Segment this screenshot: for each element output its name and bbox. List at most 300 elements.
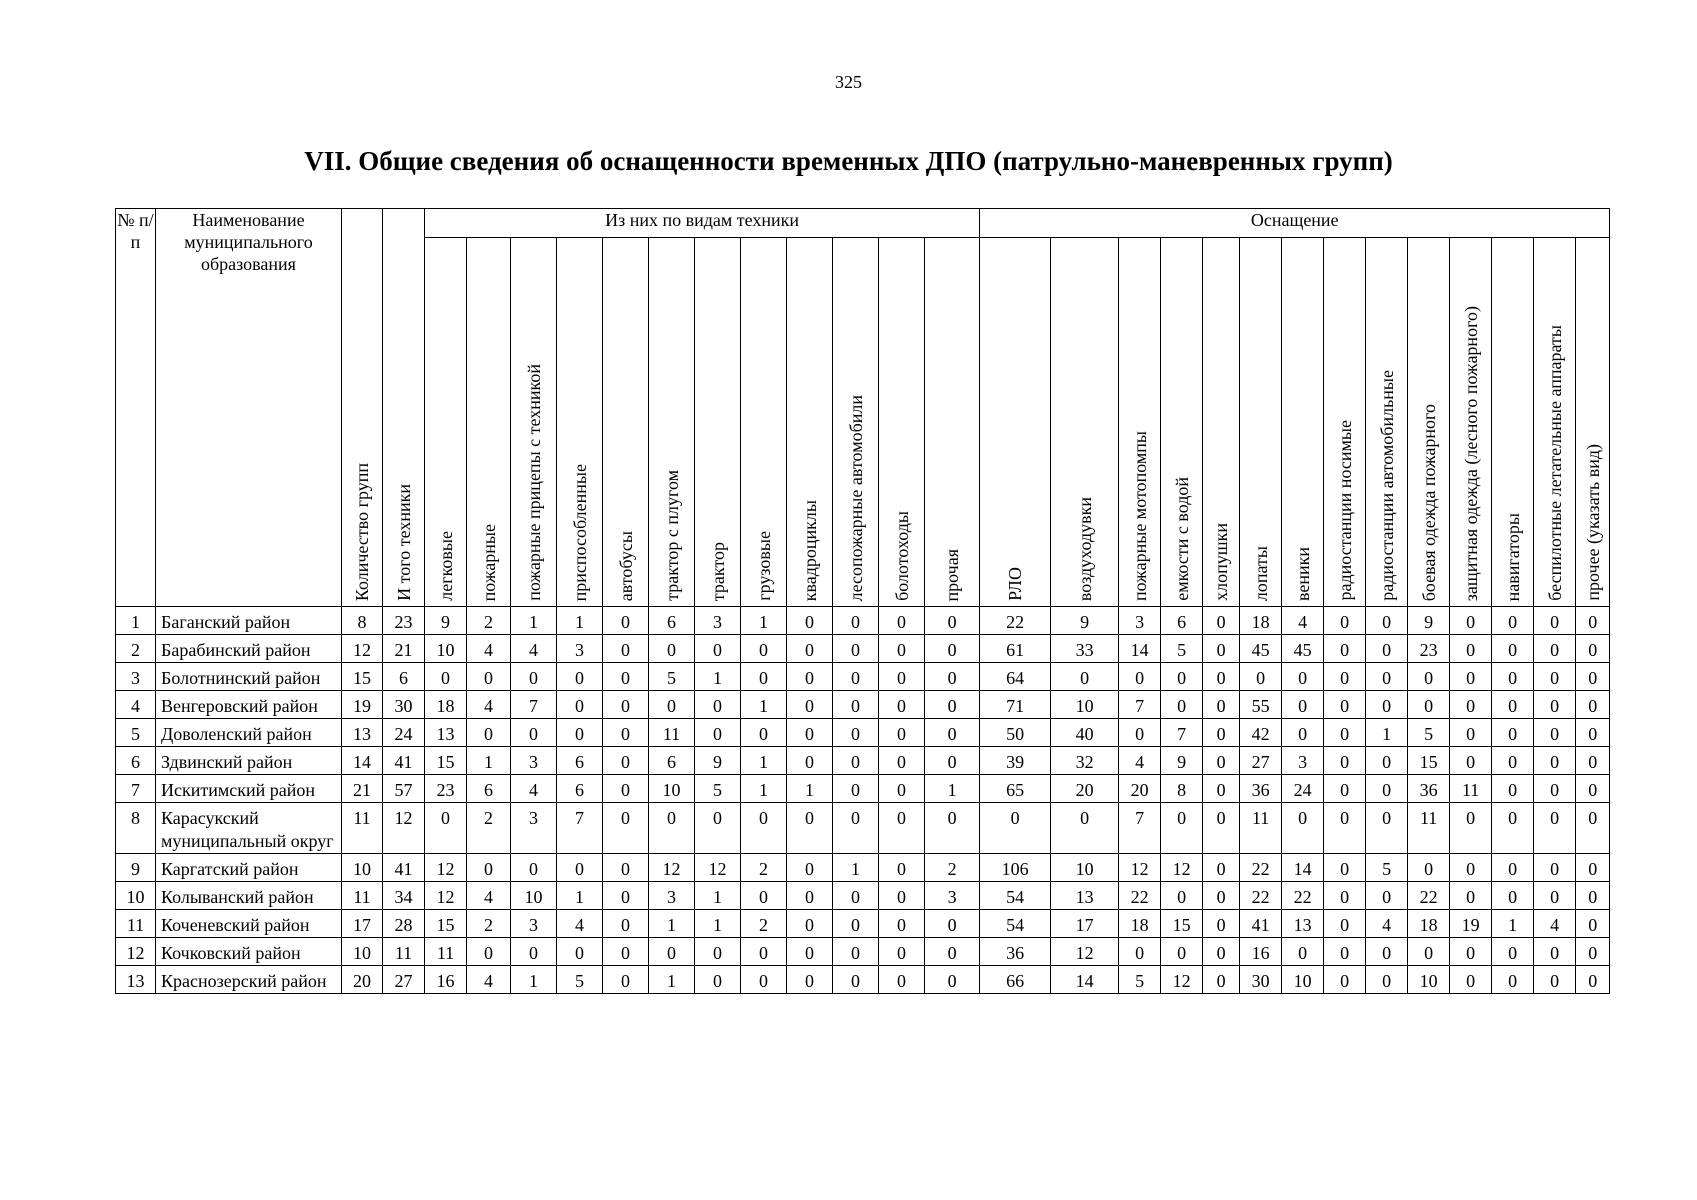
outfit-value: 27: [1240, 747, 1282, 775]
outfit-value: 0: [1576, 719, 1610, 747]
outfit-value: 15: [1408, 747, 1450, 775]
header-outfit-col: прочее (указать вид): [1576, 238, 1610, 607]
outfit-value: 0: [1366, 938, 1408, 966]
outfit-value: 0: [1324, 607, 1366, 635]
outfit-value: 65: [980, 775, 1051, 803]
outfit-value: 0: [1450, 854, 1492, 882]
outfit-value: 0: [1051, 803, 1119, 854]
equipment-value: 0: [925, 663, 980, 691]
table-row: [116, 719, 1610, 747]
outfit-value: 5: [1408, 719, 1450, 747]
header-equipment-group: Из них по видам техники: [425, 209, 980, 238]
outfit-value: 0: [1450, 691, 1492, 719]
groups-count: 14: [342, 747, 383, 775]
outfit-value: 64: [980, 663, 1051, 691]
equipment-value: 0: [467, 938, 511, 966]
equipment-value: 3: [557, 635, 603, 663]
header-outfit-col: веники: [1282, 238, 1324, 607]
header-equipment-col: пожарные: [467, 238, 511, 607]
equipment-value: 0: [879, 966, 925, 994]
equipment-value: 0: [925, 607, 980, 635]
outfit-value: 10: [1051, 854, 1119, 882]
equipment-value: 0: [879, 854, 925, 882]
equipment-value: 1: [649, 966, 695, 994]
groups-count: 21: [342, 775, 383, 803]
groups-count: 11: [342, 803, 383, 854]
outfit-value: 24: [1282, 775, 1324, 803]
equipment-value: 23: [425, 775, 467, 803]
equipment-value: 0: [833, 910, 879, 938]
outfit-value: 0: [1282, 663, 1324, 691]
header-num: № п/п: [116, 209, 156, 607]
outfit-value: 20: [1119, 775, 1161, 803]
header-equipment-col: автобусы: [603, 238, 649, 607]
equipment-value: 18: [425, 691, 467, 719]
table-row: [116, 854, 1610, 882]
row-number: 10: [116, 882, 156, 910]
outfit-value: 0: [1282, 938, 1324, 966]
outfit-value: 54: [980, 910, 1051, 938]
equipment-value: 0: [425, 803, 467, 854]
outfit-value: 0: [1324, 966, 1366, 994]
equipment-value: 0: [787, 607, 833, 635]
row-number: 6: [116, 747, 156, 775]
equipment-value: 0: [787, 910, 833, 938]
table-row: [116, 663, 1610, 691]
equipment-value: 0: [511, 938, 557, 966]
equipment-value: 0: [603, 691, 649, 719]
total-equipment: 23: [383, 607, 425, 635]
equipment-value: 2: [741, 910, 787, 938]
outfit-value: 0: [1534, 966, 1576, 994]
header-row-groups: [116, 209, 1610, 238]
outfit-value: 0: [1534, 803, 1576, 854]
equipment-value: 0: [557, 854, 603, 882]
outfit-value: 7: [1119, 691, 1161, 719]
equipment-value: 0: [833, 663, 879, 691]
equipment-value: 0: [603, 938, 649, 966]
outfit-value: 0: [1366, 663, 1408, 691]
equipment-value: 0: [787, 635, 833, 663]
outfit-value: 18: [1240, 607, 1282, 635]
header-outfit-col: лопаты: [1240, 238, 1282, 607]
outfit-value: 0: [1203, 663, 1240, 691]
outfit-value: 0: [1450, 938, 1492, 966]
outfit-value: 0: [1366, 635, 1408, 663]
outfit-value: 0: [1203, 691, 1240, 719]
outfit-value: 5: [1119, 966, 1161, 994]
outfit-value: 0: [1366, 691, 1408, 719]
outfit-value: 4: [1366, 910, 1408, 938]
outfit-value: 32: [1051, 747, 1119, 775]
outfit-value: 0: [1534, 719, 1576, 747]
equipment-value: 12: [425, 882, 467, 910]
outfit-value: 0: [1534, 607, 1576, 635]
equipment-value: 0: [787, 966, 833, 994]
outfit-value: 0: [1576, 775, 1610, 803]
equipment-value: 0: [741, 938, 787, 966]
outfit-value: 4: [1534, 910, 1576, 938]
total-equipment: 41: [383, 854, 425, 882]
outfit-value: 61: [980, 635, 1051, 663]
outfit-value: 0: [1119, 719, 1161, 747]
equipment-value: 0: [467, 719, 511, 747]
equipment-value: 12: [425, 854, 467, 882]
outfit-value: 10: [1051, 691, 1119, 719]
outfit-value: 0: [1324, 747, 1366, 775]
municipality-name: Баганский район: [156, 607, 342, 635]
groups-count: 11: [342, 882, 383, 910]
equipment-value: 0: [649, 938, 695, 966]
header-name: Наименование муниципального образования: [156, 209, 342, 607]
header-equipment-col: квадроциклы: [787, 238, 833, 607]
outfit-value: 19: [1450, 910, 1492, 938]
header-equipment-col: прочая: [925, 238, 980, 607]
outfit-value: 8: [1161, 775, 1203, 803]
equipment-value: 4: [511, 775, 557, 803]
equipment-value: 1: [925, 775, 980, 803]
outfit-value: 12: [1051, 938, 1119, 966]
outfit-value: 0: [1282, 719, 1324, 747]
equipment-value: 2: [925, 854, 980, 882]
outfit-value: 0: [1203, 775, 1240, 803]
equipment-value: 12: [695, 854, 741, 882]
header-equipment-col: грузовые: [741, 238, 787, 607]
total-equipment: 12: [383, 803, 425, 854]
outfit-value: 0: [1161, 882, 1203, 910]
equipment-value: 0: [557, 663, 603, 691]
equipment-value: 0: [879, 747, 925, 775]
total-equipment: 11: [383, 938, 425, 966]
outfit-value: 0: [1492, 663, 1534, 691]
equipment-value: 7: [557, 803, 603, 854]
header-equipment-col: пожарные прицепы с техникой: [511, 238, 557, 607]
outfit-value: 10: [1408, 966, 1450, 994]
outfit-value: 0: [1492, 691, 1534, 719]
outfit-value: 36: [980, 938, 1051, 966]
outfit-value: 0: [1450, 747, 1492, 775]
equipment-value: 1: [511, 607, 557, 635]
equipment-value: 0: [695, 938, 741, 966]
outfit-value: 17: [1051, 910, 1119, 938]
equipment-value: 0: [787, 663, 833, 691]
outfit-value: 50: [980, 719, 1051, 747]
equipment-value: 0: [925, 635, 980, 663]
outfit-value: 36: [1240, 775, 1282, 803]
outfit-value: 9: [1051, 607, 1119, 635]
equipment-value: 0: [787, 854, 833, 882]
municipality-name: Карасукский муниципальный округ: [156, 803, 342, 854]
equipment-value: 0: [649, 635, 695, 663]
outfit-value: 7: [1161, 719, 1203, 747]
outfit-value: 0: [1119, 938, 1161, 966]
equipment-value: 0: [833, 966, 879, 994]
total-equipment: 57: [383, 775, 425, 803]
outfit-value: 0: [1492, 854, 1534, 882]
equipment-value: 0: [511, 719, 557, 747]
header-outfit-col: беспилотные летательные аппараты: [1534, 238, 1576, 607]
header-equipment-col: лесопожарные автомобили: [833, 238, 879, 607]
equipment-value: 0: [603, 882, 649, 910]
municipality-name: Здвинский район: [156, 747, 342, 775]
outfit-value: 45: [1240, 635, 1282, 663]
total-equipment: 27: [383, 966, 425, 994]
outfit-value: 22: [1240, 854, 1282, 882]
outfit-value: 11: [1450, 775, 1492, 803]
equipment-value: 11: [425, 938, 467, 966]
equipment-value: 0: [925, 691, 980, 719]
outfit-value: 0: [980, 803, 1051, 854]
groups-count: 12: [342, 635, 383, 663]
equipment-value: 0: [467, 854, 511, 882]
outfit-value: 0: [1576, 882, 1610, 910]
header-equipment-col: трактор: [695, 238, 741, 607]
outfit-value: 0: [1203, 719, 1240, 747]
equipment-value: 0: [879, 938, 925, 966]
total-equipment: 21: [383, 635, 425, 663]
equipment-value: 0: [695, 803, 741, 854]
equipment-value: 2: [467, 607, 511, 635]
header-outfit-col: воздуходувки: [1051, 238, 1119, 607]
equipment-value: 0: [649, 803, 695, 854]
row-number: 7: [116, 775, 156, 803]
outfit-value: 14: [1051, 966, 1119, 994]
equipment-value: 4: [511, 635, 557, 663]
outfit-value: 0: [1119, 663, 1161, 691]
total-equipment: 24: [383, 719, 425, 747]
equipment-value: 0: [879, 803, 925, 854]
equipment-value: 0: [557, 938, 603, 966]
outfit-value: 0: [1576, 635, 1610, 663]
equipment-value: 5: [557, 966, 603, 994]
outfit-value: 0: [1408, 854, 1450, 882]
row-number: 8: [116, 803, 156, 854]
outfit-value: 0: [1203, 635, 1240, 663]
equipment-value: 0: [603, 775, 649, 803]
outfit-value: 0: [1324, 635, 1366, 663]
equipment-value: 3: [925, 882, 980, 910]
outfit-value: 6: [1161, 607, 1203, 635]
equipment-value: 3: [511, 747, 557, 775]
equipment-value: 0: [649, 691, 695, 719]
outfit-value: 0: [1366, 803, 1408, 854]
equipment-value: 0: [925, 719, 980, 747]
equipment-value: 5: [649, 663, 695, 691]
outfit-value: 0: [1366, 775, 1408, 803]
equipment-value: 0: [879, 607, 925, 635]
header-outfit-col: емкости с водой: [1161, 238, 1203, 607]
header-outfit-col: боевая одежда пожарного: [1408, 238, 1450, 607]
outfit-value: 0: [1282, 691, 1324, 719]
equipment-value: 6: [557, 747, 603, 775]
equipment-value: 0: [833, 719, 879, 747]
outfit-value: 0: [1324, 775, 1366, 803]
table-row: [116, 938, 1610, 966]
equipment-value: 13: [425, 719, 467, 747]
header-outfit-col: радиостанции автомобильные: [1366, 238, 1408, 607]
outfit-value: 0: [1534, 775, 1576, 803]
outfit-value: 0: [1450, 719, 1492, 747]
outfit-value: 10: [1282, 966, 1324, 994]
outfit-value: 33: [1051, 635, 1119, 663]
outfit-value: 15: [1161, 910, 1203, 938]
equipment-value: 15: [425, 910, 467, 938]
outfit-value: 0: [1203, 882, 1240, 910]
municipality-name: Венгеровский район: [156, 691, 342, 719]
equipment-value: 16: [425, 966, 467, 994]
outfit-value: 22: [1119, 882, 1161, 910]
equipment-value: 0: [833, 803, 879, 854]
outfit-value: 0: [1534, 663, 1576, 691]
groups-count: 20: [342, 966, 383, 994]
groups-count: 19: [342, 691, 383, 719]
outfit-value: 0: [1282, 803, 1324, 854]
equipment-value: 0: [833, 635, 879, 663]
equipment-value: 0: [833, 691, 879, 719]
outfit-value: 0: [1492, 635, 1534, 663]
outfit-value: 9: [1161, 747, 1203, 775]
header-outfit-col: РЛО: [980, 238, 1051, 607]
outfit-value: 3: [1119, 607, 1161, 635]
row-number: 2: [116, 635, 156, 663]
outfit-value: 30: [1240, 966, 1282, 994]
outfit-value: 14: [1119, 635, 1161, 663]
equipment-value: 0: [603, 607, 649, 635]
outfit-value: 22: [1408, 882, 1450, 910]
outfit-value: 0: [1534, 635, 1576, 663]
equipment-value: 10: [511, 882, 557, 910]
outfit-value: 13: [1051, 882, 1119, 910]
outfit-value: 39: [980, 747, 1051, 775]
outfit-value: 4: [1282, 607, 1324, 635]
outfit-value: 22: [980, 607, 1051, 635]
outfit-value: 0: [1161, 663, 1203, 691]
outfit-value: 0: [1366, 607, 1408, 635]
equipment-value: 4: [467, 966, 511, 994]
outfit-value: 0: [1576, 691, 1610, 719]
outfit-value: 106: [980, 854, 1051, 882]
row-number: 4: [116, 691, 156, 719]
header-groups-count: Количество групп: [342, 209, 383, 607]
equipment-value: 0: [467, 663, 511, 691]
equipment-value: 0: [879, 691, 925, 719]
outfit-value: 0: [1203, 803, 1240, 854]
outfit-value: 0: [1576, 910, 1610, 938]
outfit-value: 0: [1534, 854, 1576, 882]
equipment-value: 0: [603, 966, 649, 994]
equipment-value: 0: [879, 775, 925, 803]
outfit-value: 0: [1366, 747, 1408, 775]
equipment-value: 0: [695, 635, 741, 663]
equipment-value: 6: [467, 775, 511, 803]
equipment-value: 1: [649, 910, 695, 938]
equipment-value: 0: [695, 691, 741, 719]
outfit-value: 22: [1240, 882, 1282, 910]
equipment-value: 0: [787, 803, 833, 854]
municipality-name: Каргатский район: [156, 854, 342, 882]
outfit-value: 5: [1366, 854, 1408, 882]
row-number: 9: [116, 854, 156, 882]
outfit-value: 40: [1051, 719, 1119, 747]
equipment-value: 4: [467, 691, 511, 719]
outfit-value: 0: [1534, 882, 1576, 910]
equipment-value: 3: [695, 607, 741, 635]
equipment-value: 0: [425, 663, 467, 691]
row-number: 12: [116, 938, 156, 966]
row-number: 1: [116, 607, 156, 635]
outfit-value: 11: [1408, 803, 1450, 854]
outfit-value: 0: [1450, 663, 1492, 691]
total-equipment: 28: [383, 910, 425, 938]
equipment-value: 0: [695, 719, 741, 747]
equipment-value: 0: [925, 966, 980, 994]
equipment-value: 4: [467, 635, 511, 663]
outfit-value: 0: [1534, 691, 1576, 719]
equipment-value: 0: [741, 663, 787, 691]
outfit-value: 18: [1408, 910, 1450, 938]
outfit-value: 0: [1492, 966, 1534, 994]
equipment-value: 6: [557, 775, 603, 803]
table-row: [116, 910, 1610, 938]
outfit-value: 66: [980, 966, 1051, 994]
table-row: [116, 691, 1610, 719]
municipality-name: Колыванский район: [156, 882, 342, 910]
equipment-value: 0: [787, 747, 833, 775]
municipality-name: Кочковский район: [156, 938, 342, 966]
outfit-value: 18: [1119, 910, 1161, 938]
header-outfit-col: пожарные мотопомпы: [1119, 238, 1161, 607]
outfit-value: 0: [1450, 607, 1492, 635]
outfit-value: 23: [1408, 635, 1450, 663]
row-number: 5: [116, 719, 156, 747]
outfit-value: 0: [1203, 747, 1240, 775]
equipment-value: 10: [425, 635, 467, 663]
equipment-value: 9: [695, 747, 741, 775]
header-outfit-group: Оснащение: [980, 209, 1610, 238]
outfit-value: 11: [1240, 803, 1282, 854]
outfit-value: 0: [1051, 663, 1119, 691]
outfit-value: 0: [1576, 607, 1610, 635]
equipment-value: 0: [603, 663, 649, 691]
equipment-value: 1: [557, 882, 603, 910]
equipment-value: 0: [557, 719, 603, 747]
outfit-value: 0: [1492, 803, 1534, 854]
equipment-table: [115, 208, 1610, 994]
municipality-name: Доволенский район: [156, 719, 342, 747]
outfit-value: 16: [1240, 938, 1282, 966]
equipment-value: 1: [467, 747, 511, 775]
outfit-value: 0: [1534, 938, 1576, 966]
outfit-value: 0: [1408, 663, 1450, 691]
document-title: VII. Общие сведения об оснащенности временных ДПО (патрульно-маневренных групп): [304, 146, 1393, 176]
equipment-value: 0: [787, 882, 833, 910]
equipment-value: 0: [833, 607, 879, 635]
outfit-value: 0: [1492, 938, 1534, 966]
equipment-value: 6: [649, 747, 695, 775]
groups-count: 10: [342, 854, 383, 882]
outfit-value: 0: [1324, 803, 1366, 854]
equipment-value: 1: [741, 691, 787, 719]
equipment-value: 1: [557, 607, 603, 635]
outfit-value: 0: [1203, 938, 1240, 966]
table-row: [116, 747, 1610, 775]
groups-count: 10: [342, 938, 383, 966]
equipment-value: 0: [879, 635, 925, 663]
equipment-value: 7: [511, 691, 557, 719]
equipment-value: 1: [695, 882, 741, 910]
equipment-value: 3: [649, 882, 695, 910]
equipment-value: 3: [511, 910, 557, 938]
